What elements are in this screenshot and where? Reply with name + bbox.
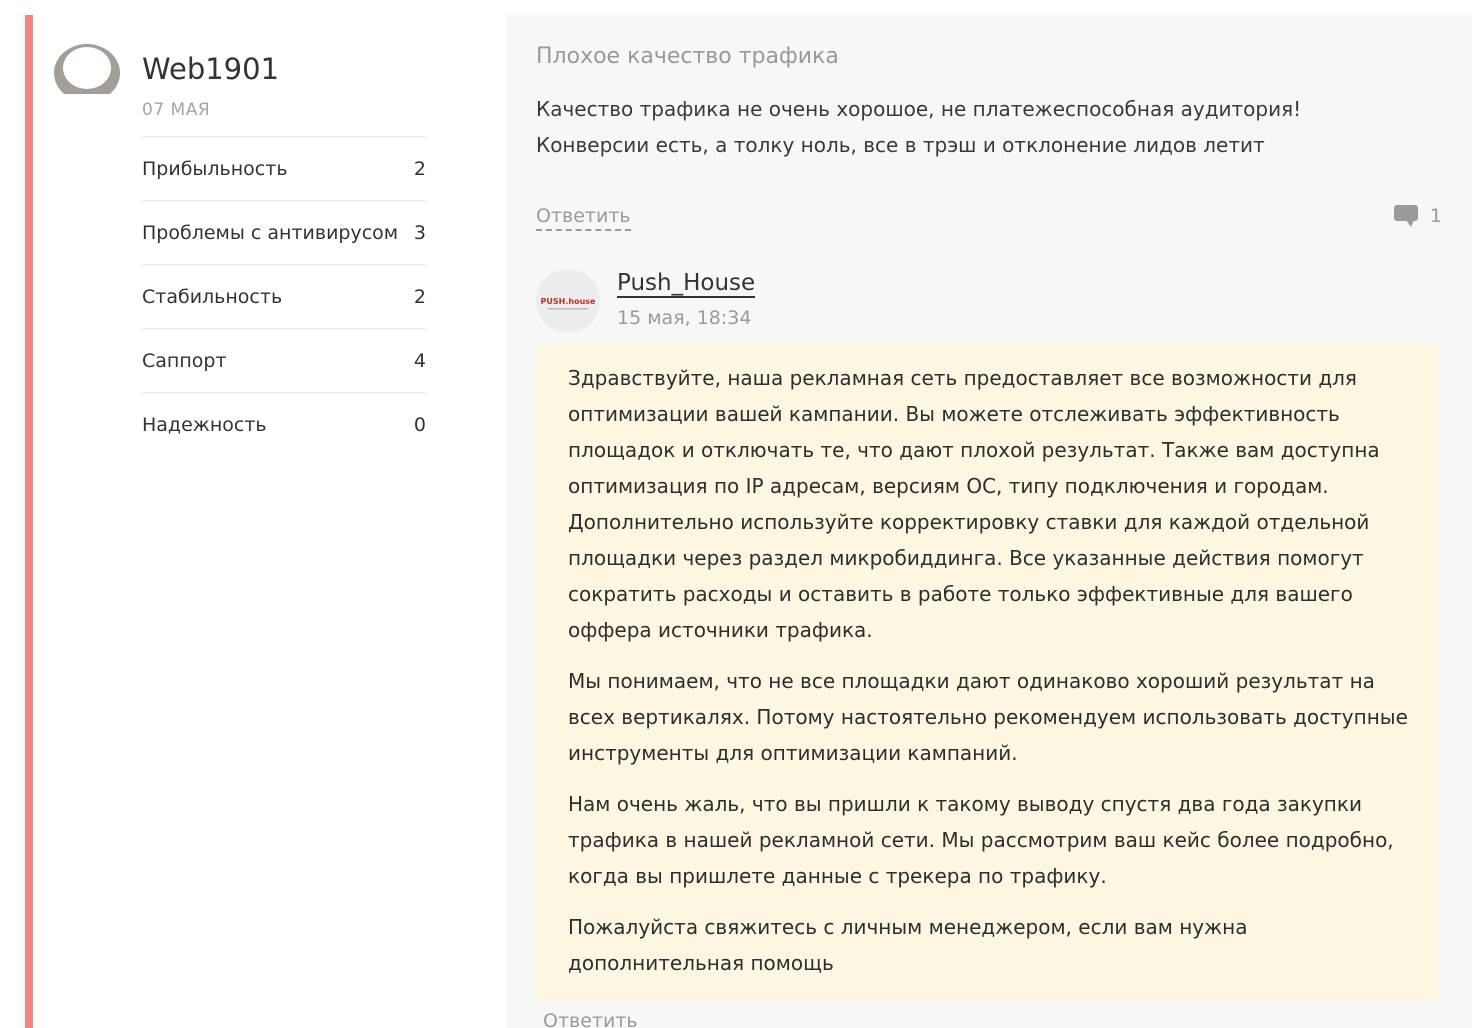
review-title: Плохое качество трафика: [536, 44, 839, 69]
rating-row-antivirus: [142, 200, 426, 264]
answer-paragraph: Здравствуйте, наша рекламная сеть предоставляет все возможности для оптимизации вашей кампании. Вы можете отслеживать эффективность площадок и отключать те, что дают плохой результат. Также вам доступна оптимизация по IP адресам, версиям ОС, типу подключения и городам. Дополнительно используйте корректировку ставки для каждой отдельной площадки через раздел микробиддинга. Все указанные действия помогут сократить расходы и оставить в работе только эффективные для вашего оффера источники трафика.: [568, 366, 1380, 642]
company-logo-text: PUSH.house: [540, 297, 596, 306]
review-date: 07 МАЯ: [142, 100, 211, 120]
rating-label: Прибыльность: [142, 157, 288, 180]
rating-row-profitability: [142, 136, 426, 200]
accent-bar: [25, 15, 33, 1028]
review-text: [536, 91, 1436, 163]
rating-row-stability: [142, 264, 426, 328]
review-text-line: Конверсии есть, а толку ноль, все в трэш и отклонение лидов летит: [536, 133, 1265, 157]
rating-row-support: [142, 328, 426, 392]
answer-reply-button[interactable]: Ответить: [543, 1010, 638, 1028]
answer-paragraph: Пожалуйста свяжитесь с личным менеджером, если вам нужна дополнительная помощь: [568, 915, 1248, 975]
company-logo: [536, 269, 600, 333]
rating-value: 4: [413, 349, 426, 372]
answer-paragraph: Мы понимаем, что не все площадки дают одинаково хороший результат на всех вертикалях. Потому настоятельно рекомендуем использовать доступные инструменты для оптимизации кампаний.: [568, 669, 1408, 765]
rating-value: 2: [413, 285, 426, 308]
reply-button[interactable]: Ответить: [536, 205, 631, 231]
review-text-line: Качество трафика не очень хорошое, не платежеспособная аудитория!: [536, 97, 1302, 121]
answer-date: 15 мая, 18:34: [617, 307, 752, 329]
rating-label: Надежность: [142, 413, 267, 436]
comment-count[interactable]: [1394, 205, 1442, 227]
rating-value: 0: [413, 413, 426, 436]
comment-count-value: 1: [1429, 205, 1442, 227]
ratings-list: [142, 136, 426, 456]
rating-value: 3: [413, 221, 426, 244]
rating-label: Стабильность: [142, 285, 283, 308]
company-answer: [536, 344, 1439, 1002]
answer-paragraph: Нам очень жаль, что вы пришли к такому выводу спустя два года закупки трафика в нашей рекламной сети. Мы рассмотрим ваш кейс более подробно, когда вы пришлете данные с трекера по трафику.: [568, 792, 1394, 888]
rating-row-reliability: [142, 392, 426, 456]
rating-value: 2: [413, 157, 426, 180]
review-content-panel: [507, 15, 1472, 1028]
company-name-link[interactable]: Push_House: [617, 270, 756, 296]
user-avatar-icon: [52, 42, 122, 104]
author-name: Web1901: [142, 52, 280, 86]
comment-bubble-icon: [1394, 205, 1418, 227]
rating-label: Саппорт: [142, 349, 227, 372]
rating-label: Проблемы с антивирусом: [142, 221, 399, 244]
